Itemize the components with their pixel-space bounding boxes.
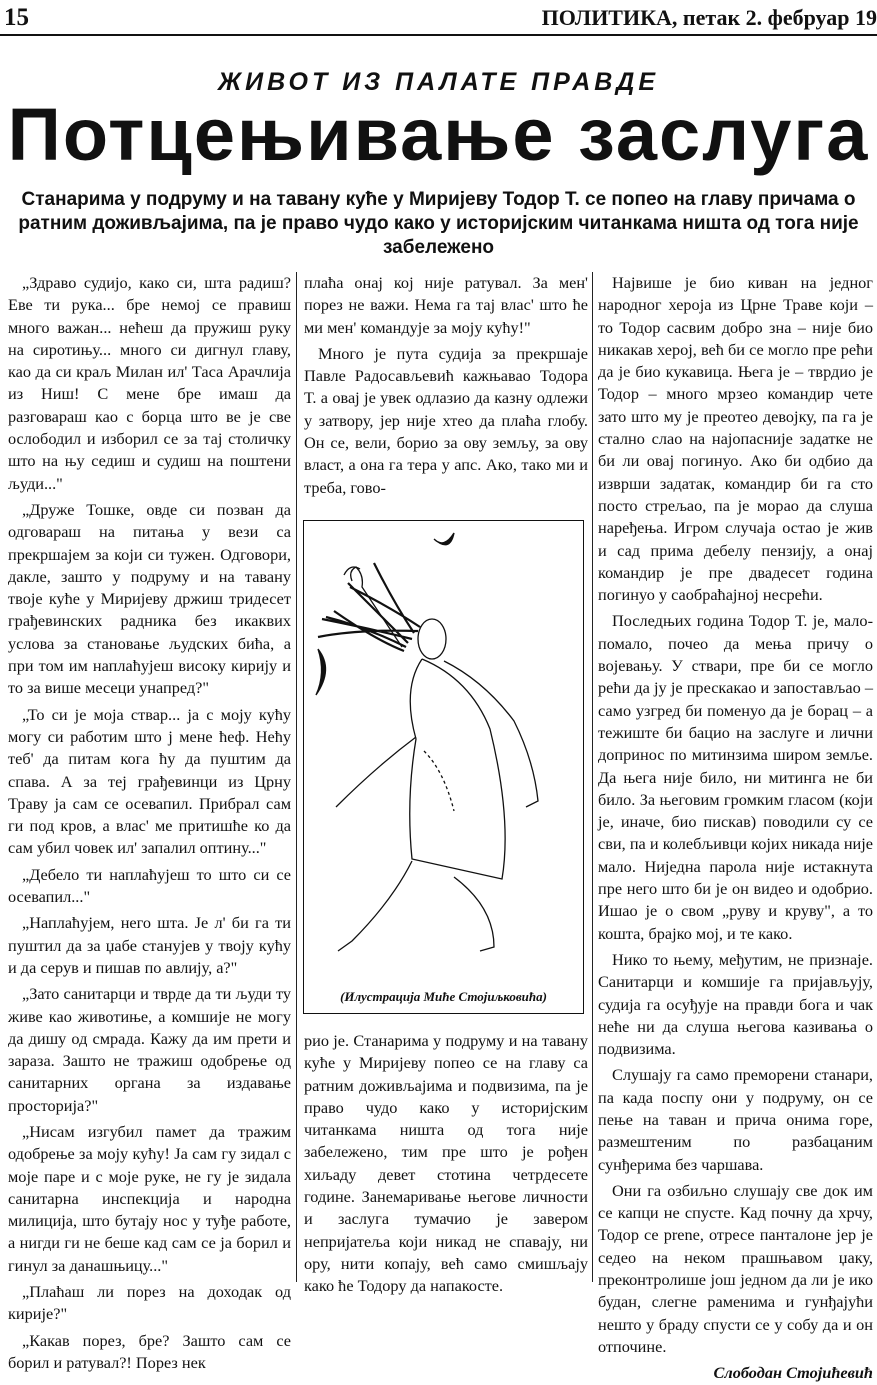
article-column-2-top bbox=[304, 272, 588, 503]
illustration bbox=[303, 520, 584, 1014]
paragraph: Последњих година Тодор Т. је, мало-помало, почео да мења причу о војевању. У ствари, пре би се могло рећи да ју је прескакао и запостављао – само узгред би поменуо да је борац – а тежиште би бацио на заслуге и лични допринос по митинзима широм земље. Да њега није било, ни митинга не би било. За његовим громким гласом (који је, иначе, био пискав) поводили су се сви, па и колебљивци којих никада није мало. Ниједна парола није истакнута пре него што би је он видео и одобрио. Ишао је о свом „руву и круву", а то кошта, брајко мој, и те како. bbox=[598, 611, 873, 943]
illustration-caption: (Илустрација Миће Стојиљковића) bbox=[340, 989, 547, 1004]
masthead bbox=[0, 0, 877, 36]
paragraph: Они га озбиљно слушају све док им се капци не спусте. Кад почну да хрчу, Тодор се prene, отресе панталоне јер је седео на неком прашњавом џаку, преконтролише још једном да ли је ико будан, слегне раменима и гунђајући нешто у браду спусти се у собу да и он отпочине. bbox=[598, 1180, 873, 1356]
paragraph: „Друже Тошке, овде си позван да одговараш на питања у вези са прекршајем за који си тужен. Одговори, дакле, зашто у подруму и на тавану твоје куће у Миријеву држиш тридесет грађевинских радника без икаквих услова за становање људских бића, а при том им наплаћујеш високу кирију и то за више месеци унапред?" bbox=[8, 499, 291, 698]
paragraph: „Какав порез, бре? Зашто сам се борил и ратувал?! Порез нек bbox=[8, 1330, 291, 1372]
paragraph: рио је. Станарима у подруму и на тавану куће у Миријеву попео се на главу са ратним доживљајима и подвизима, па је право чудо како у историјским читанкама ништа од тога није забележено, тим пре што је рођен хиљаду девет стотина четрдесете године. Занемаривање његове личности и заслуга тумачио је завером непријатеља који никад не спавају, ни ору, нити копају, већ само смишљају како ће Тодору да напакосте. bbox=[304, 1031, 588, 1296]
column-rule bbox=[592, 272, 593, 1282]
running-woman-illustration bbox=[304, 521, 583, 1013]
article-column-1 bbox=[8, 272, 291, 1378]
paragraph: „Здраво судијо, како си, шта радиш? Еве ти рука... бре немој се правиш много важан... нећеш да пружиш руку на сиротињу... много си дигнул главу, као да си краљ Милан ил' Таса Арачлија из Ниш! С мене бре имаш да разговараш као с борца што ве је све ослободил и изборил се за тај столичку што на њу седиш и судиш на поштени људи..." bbox=[8, 273, 291, 493]
paragraph: „Зато санитарци и тврде да ти људи ту живе као животиње, а комшије не могу да дишу од смрада. Кажу да им прети и зараза. Зашто не тражиш одобрење од санитарних органа за издавање просторија?" bbox=[8, 984, 291, 1115]
article-column-2-bottom bbox=[304, 1030, 588, 1302]
paragraph: „Наплаћујем, него шта. Је л' би га ти пуштил да за џабе станујев у твоју кућу и да серув и пишав по авлију, а?" bbox=[8, 913, 291, 977]
paragraph: „Дебело ти наплаћујеш то што си се осевапил..." bbox=[8, 864, 291, 907]
column-rule bbox=[296, 272, 297, 1282]
paper-date: ПОЛИТИКА, петак 2. фебруар 19 bbox=[541, 5, 877, 30]
byline: Слободан Стојићевић bbox=[713, 1363, 873, 1383]
paragraph: „То си је моја ствар... ја с мојy кућу могу си работим што ј мене ћеф. Нећу теб' да питам кога ћу да пуштим да спава. А за теј грађевинци из Црну Траву ја сам се осевапил. Прибрал сам ги под кров, а влас' ме притишће ко да сам убил човек ил' запалил оптину..." bbox=[8, 704, 291, 858]
paragraph: Највише је био киван на једног народног хероја из Црне Траве који – то Тодор сасвим добро зна – није био никакав херој, већ би се могло пре рећи да је био кукавица. Њега је – тврдио је Тодор – много мрзео командир чете зато што му је преотео девојку, па га је стално слао на најопасније задатке не би ли овај погинуо. Ако би одбио да изврши задатак, командир би га сто посто стрељао, па је морао да слуша наређења. Игром случаја остао је жив и сад прима дебелу пензију, а онај командир је пре двадесет година погинуо у саобраћајној несрећи. bbox=[598, 273, 873, 605]
paragraph: Много је пута судија за прекршаје Павле Радосављевић кажњавао Тодора Т. а овај је увек одлазио да казну одлежи у затвору, јер није хтео да плаћа глобу. Он се, вели, борио за ову земљу, за ову власт, а она га тера у апс. Ако, тако ми и треба, гово- bbox=[304, 343, 588, 497]
page-number: 15 bbox=[4, 4, 29, 31]
headline: Потцењивање заслуга bbox=[7, 93, 870, 176]
paragraph: „Плаћаш ли порез на доходак од кирије?" bbox=[8, 1282, 291, 1324]
paragraph: Нико то њему, међутим, не признаје. Санитарци и комшије га пријављују, судија га осуђује на правди бога и чак неће ни да слуша његова казивања о подвизима. bbox=[598, 949, 873, 1059]
subheadline: Станарима у подруму и на тавану куће у Миријеву Тодор Т. се попео на главу причама о ратним доживљајима, па је право чудо како у историјским читанкама ништа од тога није забележено bbox=[18, 189, 859, 258]
article-column-3 bbox=[598, 272, 873, 1385]
paragraph: плаћа онај кој није ратувал. За мен' порез не важи. Нема га тај влас' што ће ми мен' командује за мојy кућу!" bbox=[304, 273, 588, 337]
paragraph: „Нисам изгубил памет да тражим одобрење за мојy кућу! Ја сам гу зидал с моје паре и с моје руке, не гу је зидала санитарна инспекција и народна милиција, што бутају нос у туђе работе, а нигди ги не беше кад сам се ја борил и гинул за данашњицу..." bbox=[8, 1121, 291, 1275]
section-kicker: ЖИВОТ ИЗ ПАЛАТЕ ПРАВДЕ bbox=[217, 68, 660, 96]
paragraph: Слушају га само преморени станари, па када поспу они у подруму, он се пење на таван и прича онима горе, размештеним по разбацаним сунђерима без чаршава. bbox=[598, 1065, 873, 1174]
